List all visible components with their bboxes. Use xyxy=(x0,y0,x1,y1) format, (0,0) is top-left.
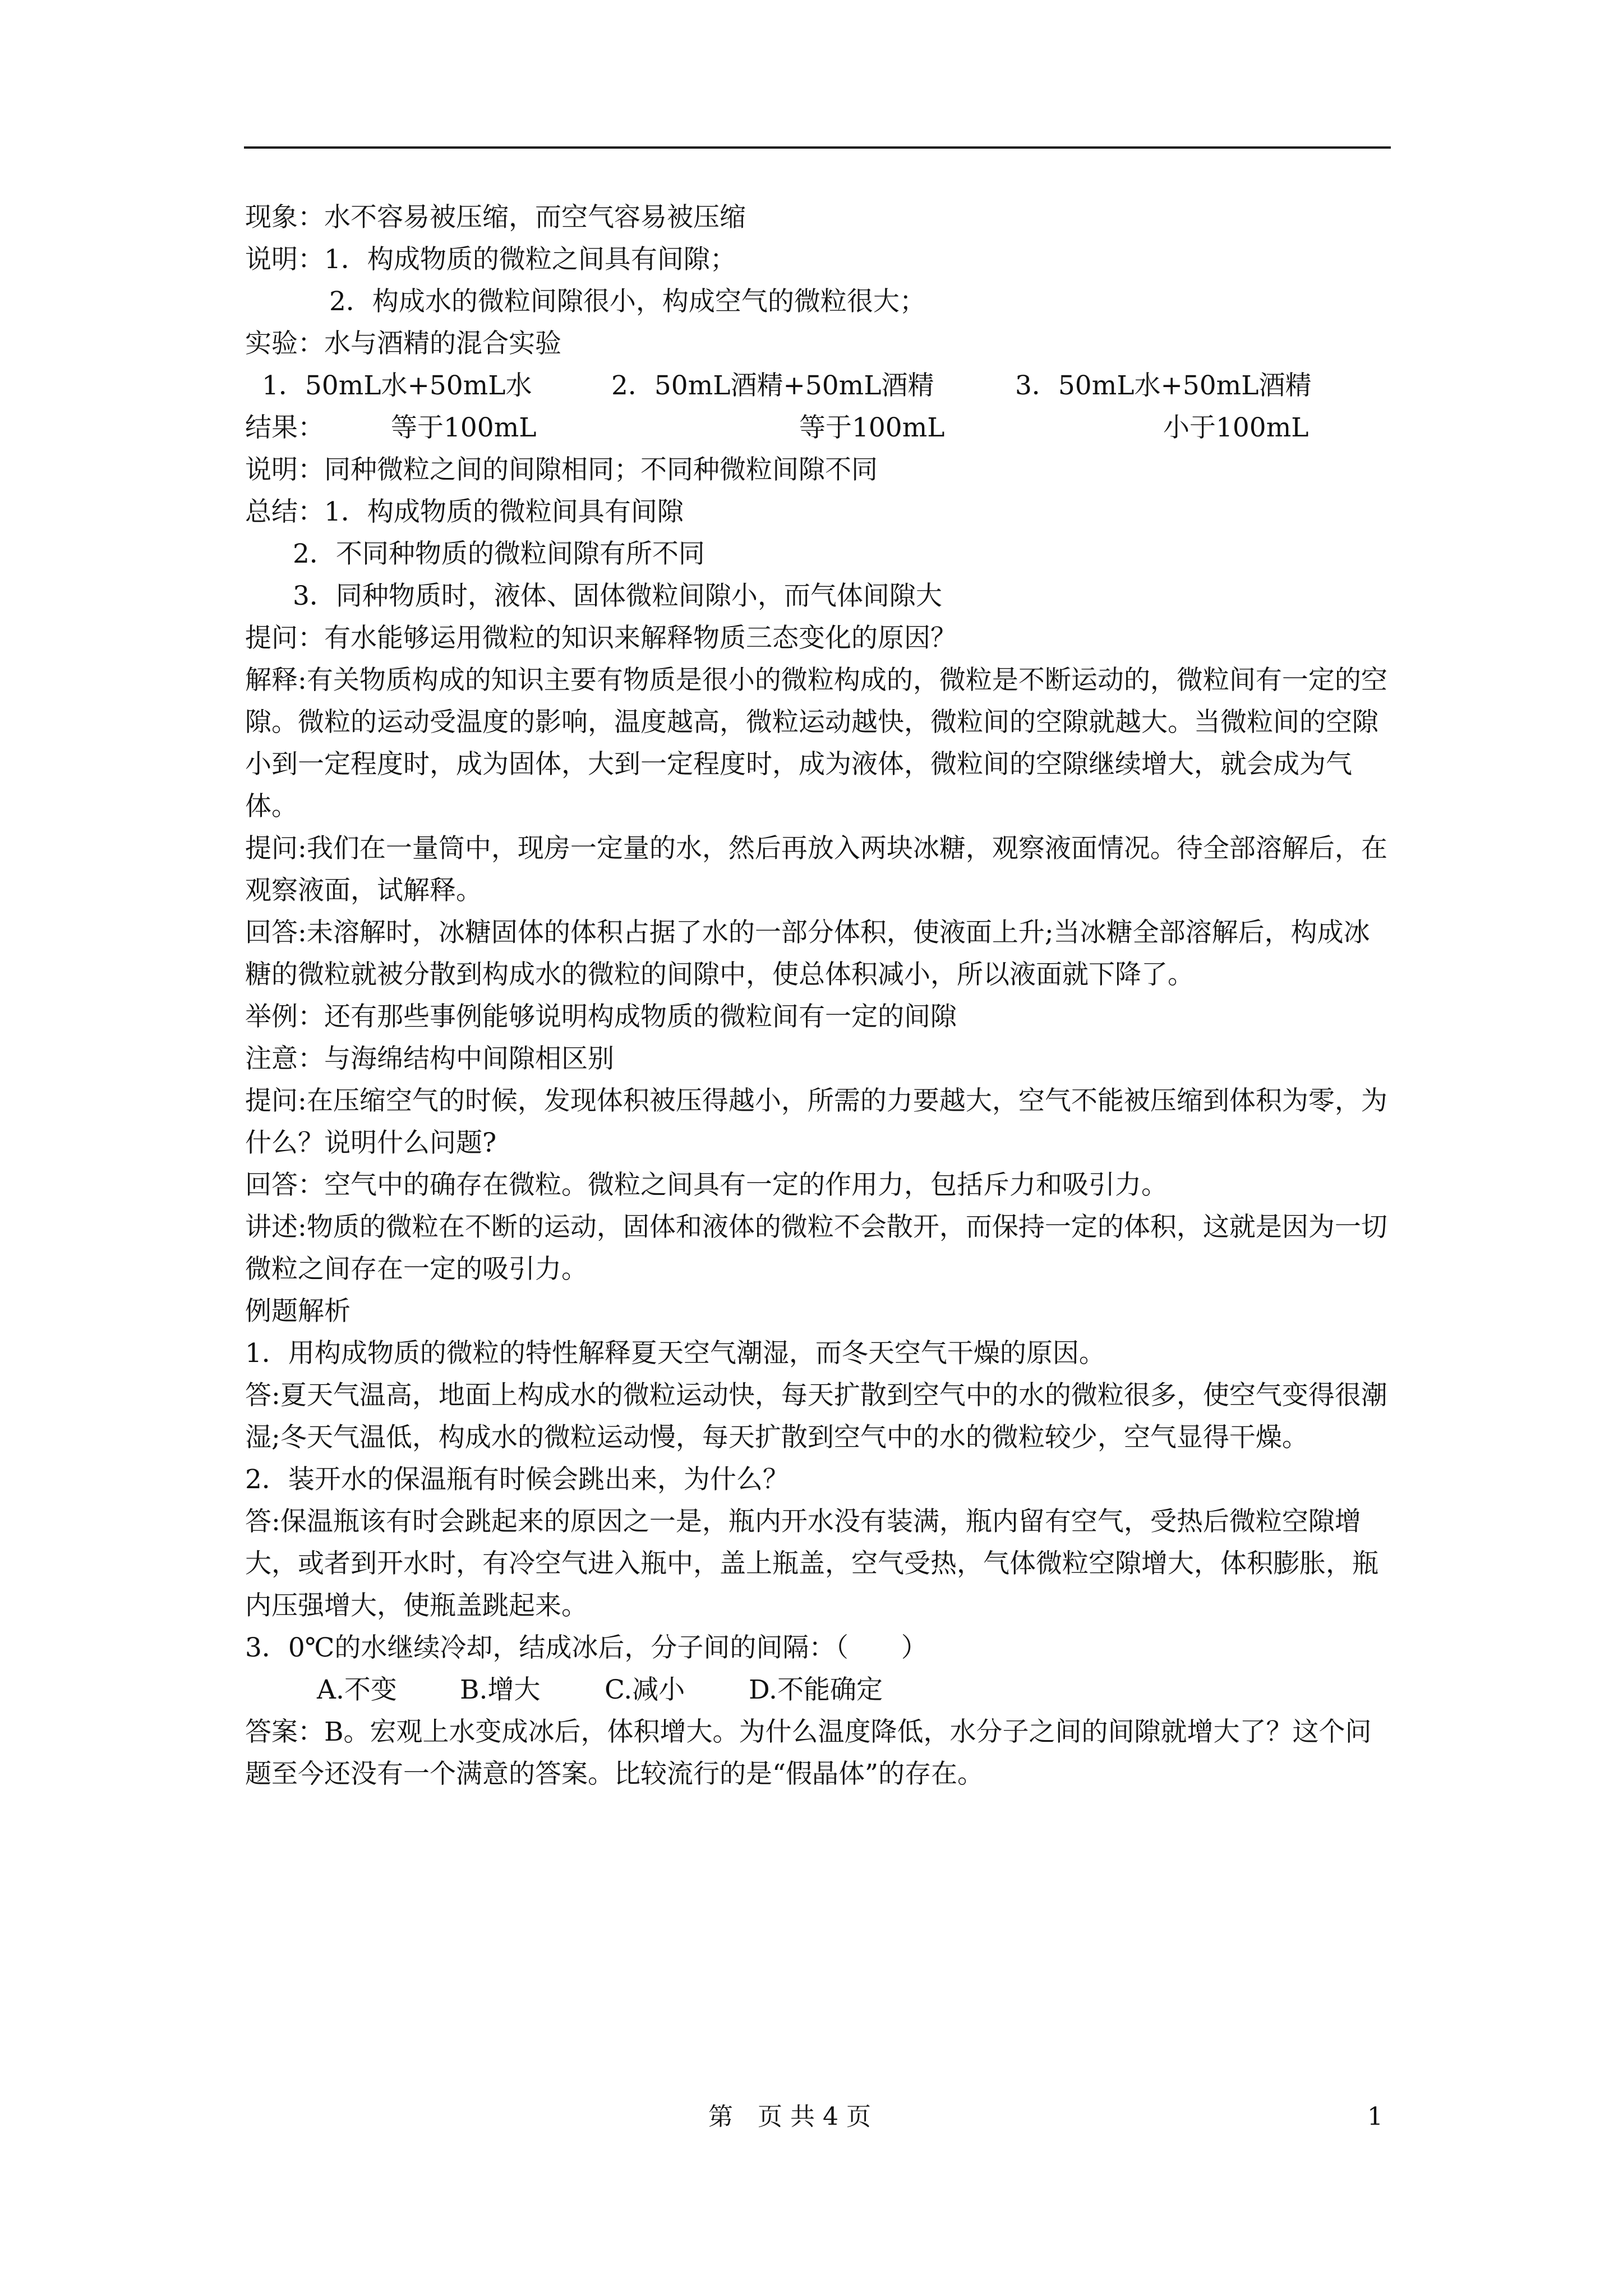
page-info: 第 页 共 4 页 xyxy=(708,2102,871,2131)
text-line: 说明：同种微粒之间的间隙相同；不同种微粒间隙不同 xyxy=(245,454,878,485)
text-line: 3．同种物质时，液体、固体微粒间隙小，而气体间隙大 xyxy=(293,581,942,611)
result-item: 等于100mL xyxy=(391,412,537,443)
text-line: 提问：有水能够运用微粒的知识来解释物质三态变化的原因？ xyxy=(245,623,957,654)
result-label: 结果： xyxy=(245,412,324,443)
text-line: 2．构成水的微粒间隙很小，构成空气的微粒很大； xyxy=(329,286,926,317)
option-d: D.不能确定 xyxy=(749,1674,883,1705)
section-heading: 例题解析 xyxy=(245,1296,351,1327)
text-line: 注意：与海绵结构中间隙相区别 xyxy=(245,1043,614,1074)
paragraph: 回答:未溶解时，冰糖固体的体积占据了水的一部分体积，使液面上升;当冰糖全部溶解后，构成冰糖的微粒就被分散到构成水的微粒的间隙中，使总体积减小，所以液面就下降了。 xyxy=(245,917,1370,990)
header-rule xyxy=(244,146,1391,149)
answer-options xyxy=(245,1669,1395,1711)
experiment-item: 3．50mL水+50mL酒精 xyxy=(1015,370,1312,401)
experiment-row xyxy=(245,365,1395,407)
option-a: A.不变 xyxy=(317,1674,397,1705)
paragraph: 讲述:物质的微粒在不断的运动，固体和液体的微粒不会散开，而保持一定的体积，这就是因为一切微粒之间存在一定的吸引力。 xyxy=(245,1212,1387,1285)
answer: 答案：B。宏观上水变成冰后，体积增大。为什么温度降低，水分子之间的间隙就增大了？这个问题至今还没有一个满意的答案。比较流行的是“假晶体”的存在。 xyxy=(245,1717,1372,1789)
experiment-item: 1．50mL水+50mL水 xyxy=(262,370,532,401)
text-line: 2．不同种物质的微粒间隙有所不同 xyxy=(293,539,705,569)
option-c: C.减小 xyxy=(605,1674,685,1705)
option-b: B.增大 xyxy=(460,1674,541,1705)
document-body xyxy=(245,196,1395,1795)
answer: 答:保温瓶该有时会跳起来的原因之一是，瓶内开水没有装满，瓶内留有空气，受热后微粒空隙增大，或者到开水时，有冷空气进入瓶中，盖上瓶盖，空气受热，气体微粒空隙增大，体积膨胀，瓶内压强增大，使瓶盖跳起来。 xyxy=(245,1506,1378,1621)
text-line: 总结：1．构成物质的微粒间具有间隙 xyxy=(245,496,684,527)
result-row xyxy=(245,407,1395,449)
paragraph: 提问:我们在一量筒中，现房一定量的水，然后再放入两块冰糖，观察液面情况。待全部溶解后，在观察液面，试解释。 xyxy=(245,833,1387,906)
text-line: 说明：1．构成物质的微粒之间具有间隙； xyxy=(245,244,736,275)
text-line: 举例：还有那些事例能够说明构成物质的微粒间有一定的间隙 xyxy=(245,1001,957,1032)
answer: 答:夏天气温高，地面上构成水的微粒运动快，每天扩散到空气中的水的微粒很多，使空气变得很潮湿;冬天气温低，构成水的微粒运动慢，每天扩散到空气中的水的微粒较少，空气显得干燥。 xyxy=(245,1380,1387,1453)
question: 3．0℃的水继续冷却，结成冰后，分子间的间隔：（ ） xyxy=(245,1632,928,1663)
result-item: 等于100mL xyxy=(799,412,945,443)
text-line: 实验：水与酒精的混合实验 xyxy=(245,328,561,359)
result-item: 小于100mL xyxy=(1163,412,1309,443)
experiment-item: 2．50mL酒精+50mL酒精 xyxy=(611,370,934,401)
page-number: 1 xyxy=(1367,2102,1383,2131)
text-line: 回答：空气中的确存在微粒。微粒之间具有一定的作用力，包括斥力和吸引力。 xyxy=(245,1170,1168,1200)
paragraph: 解释:有关物质构成的知识主要有物质是很小的微粒构成的，微粒是不断运动的，微粒间有一定的空隙。微粒的运动受温度的影响，温度越高，微粒运动越快，微粒间的空隙就越大。当微粒间的空隙小到一定程度时，成为固体，大到一定程度时，成为液体，微粒间的空隙继续增大，就会成为气体。 xyxy=(245,665,1387,822)
question: 2．装开水的保温瓶有时候会跳出来，为什么？ xyxy=(245,1464,789,1495)
paragraph: 提问:在压缩空气的时候，发现体积被压得越小，所需的力要越大，空气不能被压缩到体积为零，为什么？说明什么问题? xyxy=(245,1085,1387,1158)
question: 1．用构成物质的微粒的特性解释夏天空气潮湿，而冬天空气干燥的原因。 xyxy=(245,1338,1105,1369)
text-line: 现象：水不容易被压缩，而空气容易被压缩 xyxy=(245,202,746,233)
